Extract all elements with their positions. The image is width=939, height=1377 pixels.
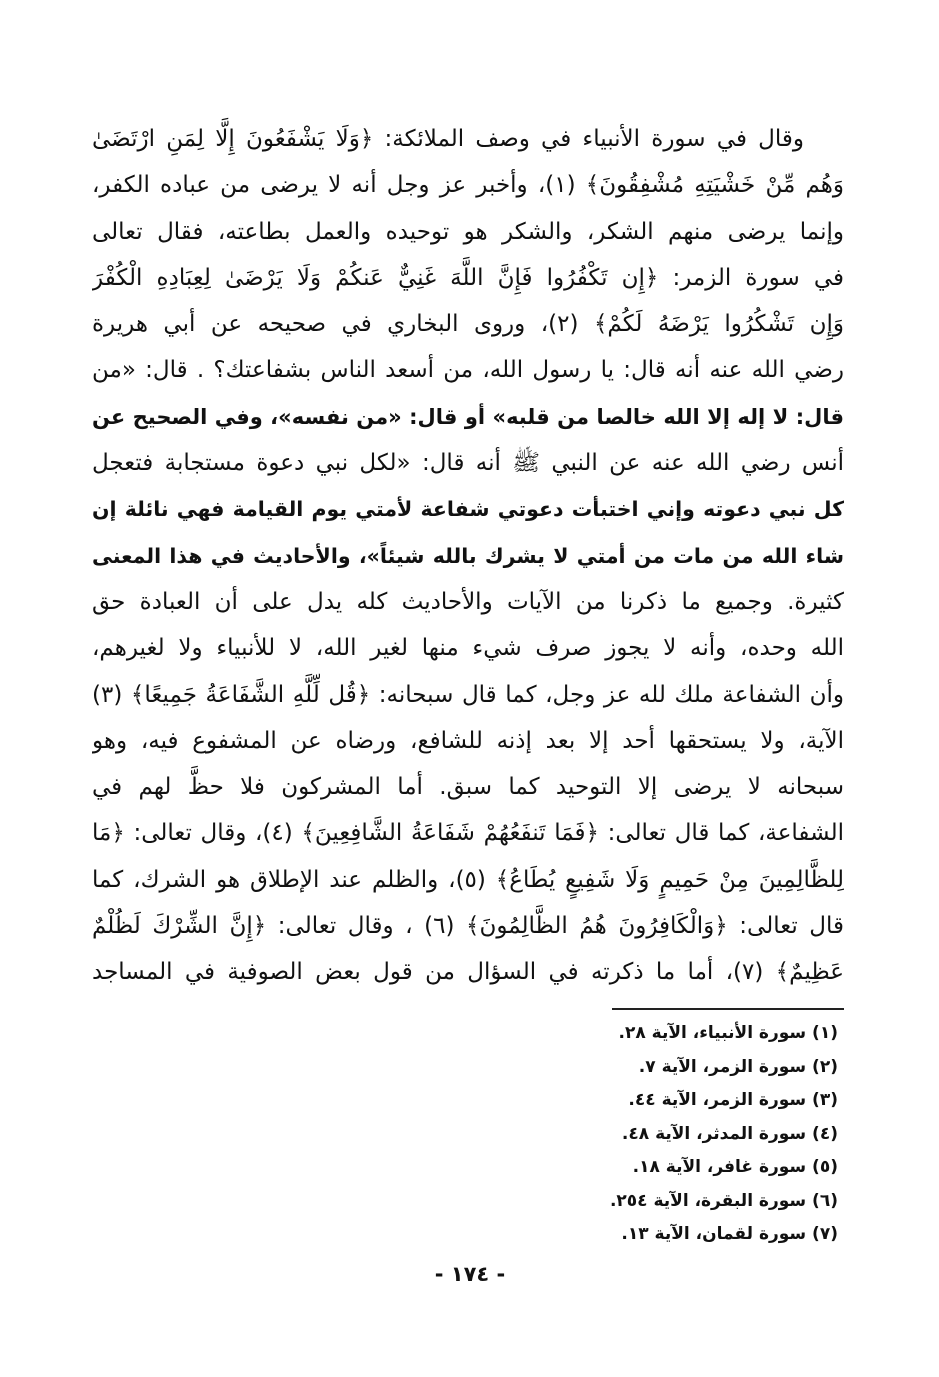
footnote-4: (٤) سورة المدثر، الآية ٤٨. xyxy=(621,1123,838,1144)
text-line-5: وَإِن تَشْكُرُوا يَرْضَهُ لَكُمْ﴾ (٢)، وروى البخاري في صحيحه عن أبي هريرة xyxy=(92,311,844,338)
text-line-12: الله وحده، وأنه لا يجوز صرف شيء منها لغير الله، لا للأنبياء ولا لغيرهم، xyxy=(92,635,844,662)
footnote-7: (٧) سورة لقمان، الآية ١٣. xyxy=(621,1224,838,1244)
text-line-18: قال تعالى: ﴿وَالْكَافِرُونَ هُمُ الظَّالِمُونَ﴾ (٦) ، وقال تعالى: ﴿إِنَّ الشِّرْكَ لَظُلْمٌ xyxy=(92,913,844,940)
text-line-10: شاء الله من مات من أمتي لا يشرك بالله شيئاً»، والأحاديث في هذا المعنى xyxy=(92,543,844,568)
text-line-2: وَهُم مِّنْ خَشْيَتِهِ مُشْفِقُونَ﴾ (١)، وأخبر عز وجل أنه لا يرضى من عباده الكفر، xyxy=(92,172,844,199)
text-line-7: قال: لا إله إلا الله خالصا من قلبه» أو قال: «من نفسه»، وفي الصحيح عن xyxy=(92,404,844,429)
text-line-4: في سورة الزمر: ﴿إِن تَكْفُرُوا فَإِنَّ اللَّهَ غَنِيٌّ عَنكُمْ وَلَا يَرْضَىٰ لِعِبَادِهِ الْكُفْرَ xyxy=(92,264,844,291)
text-line-3: وإنما يرضى منهم الشكر، والشكر هو توحيده والعمل بطاعته، فقال تعالى xyxy=(92,218,844,245)
text-line-1: وقال في سورة الأنبياء في وصف الملائكة: ﴿وَلَا يَشْفَعُونَ إِلَّا لِمَنِ ارْتَضَىٰ xyxy=(92,126,804,152)
footnote-2: (٢) سورة الزمر، الآية ٧. xyxy=(638,1056,838,1077)
footnote-1: (١) سورة الأنبياء، الآية ٢٨. xyxy=(618,1023,838,1043)
text-line-17: لِلظَّالِمِينَ مِنْ حَمِيمٍ وَلَا شَفِيعٍ يُطَاعُ﴾ (٥)، والظلم عند الإطلاق هو الشرك، كما xyxy=(92,866,844,893)
text-line-15: سبحانه لا يرضى إلا التوحيد كما سبق. أما المشركون فلا حظَّ لهم في xyxy=(92,774,844,801)
page-number: - ١٧٤ - xyxy=(434,1262,506,1286)
footnote-3: (٣) سورة الزمر، الآية ٤٤. xyxy=(628,1090,838,1110)
text-line-13: وأن الشفاعة ملك لله عز وجل، كما قال سبحانه: ﴿قُل لِّلَّهِ الشَّفَاعَةُ جَمِيعًا﴾ (٣) xyxy=(92,681,844,708)
main-text-block xyxy=(92,116,844,996)
text-line-11: كثيرة. وجميع ما ذكرنا من الآيات والأحاديث كله يدل على أن العبادة حق xyxy=(92,588,844,615)
text-line-6: رضي الله عنه أنه قال: يا رسول الله، من أسعد الناس بشفاعتك؟ . قال: «من xyxy=(92,357,844,384)
footnotes-list xyxy=(480,1017,838,1252)
text-line-16: الشفاعة، كما قال تعالى: ﴿فَمَا تَنفَعُهُمْ شَفَاعَةُ الشَّافِعِينَ﴾ (٤)، وقال تعالى: ﴿مَا xyxy=(92,820,844,847)
footnote-5: (٥) سورة غافر، الآية ١٨. xyxy=(632,1157,838,1177)
text-line-8: أنس رضي الله عنه عن النبي ﷺ أنه قال: «لكل نبي دعوة مستجابة فتعجل xyxy=(92,450,844,477)
footnote-6: (٦) سورة البقرة، الآية ٢٥٤. xyxy=(609,1190,838,1211)
footnote-separator xyxy=(612,1008,844,1010)
text-line-9: كل نبي دعوته وإني اختبأت دعوتي شفاعة لأمتي يوم القيامة فهي نائلة إن xyxy=(92,497,844,522)
text-line-19: عَظِيمٌ﴾ (٧)، أما ما ذكرته في السؤال من قول بعض الصوفية في المساجد xyxy=(92,959,844,986)
text-line-14: الآية، ولا يستحقها أحد إلا بعد إذنه للشافع، ورضاه عن المشفوع فيه، وهو xyxy=(92,727,844,754)
